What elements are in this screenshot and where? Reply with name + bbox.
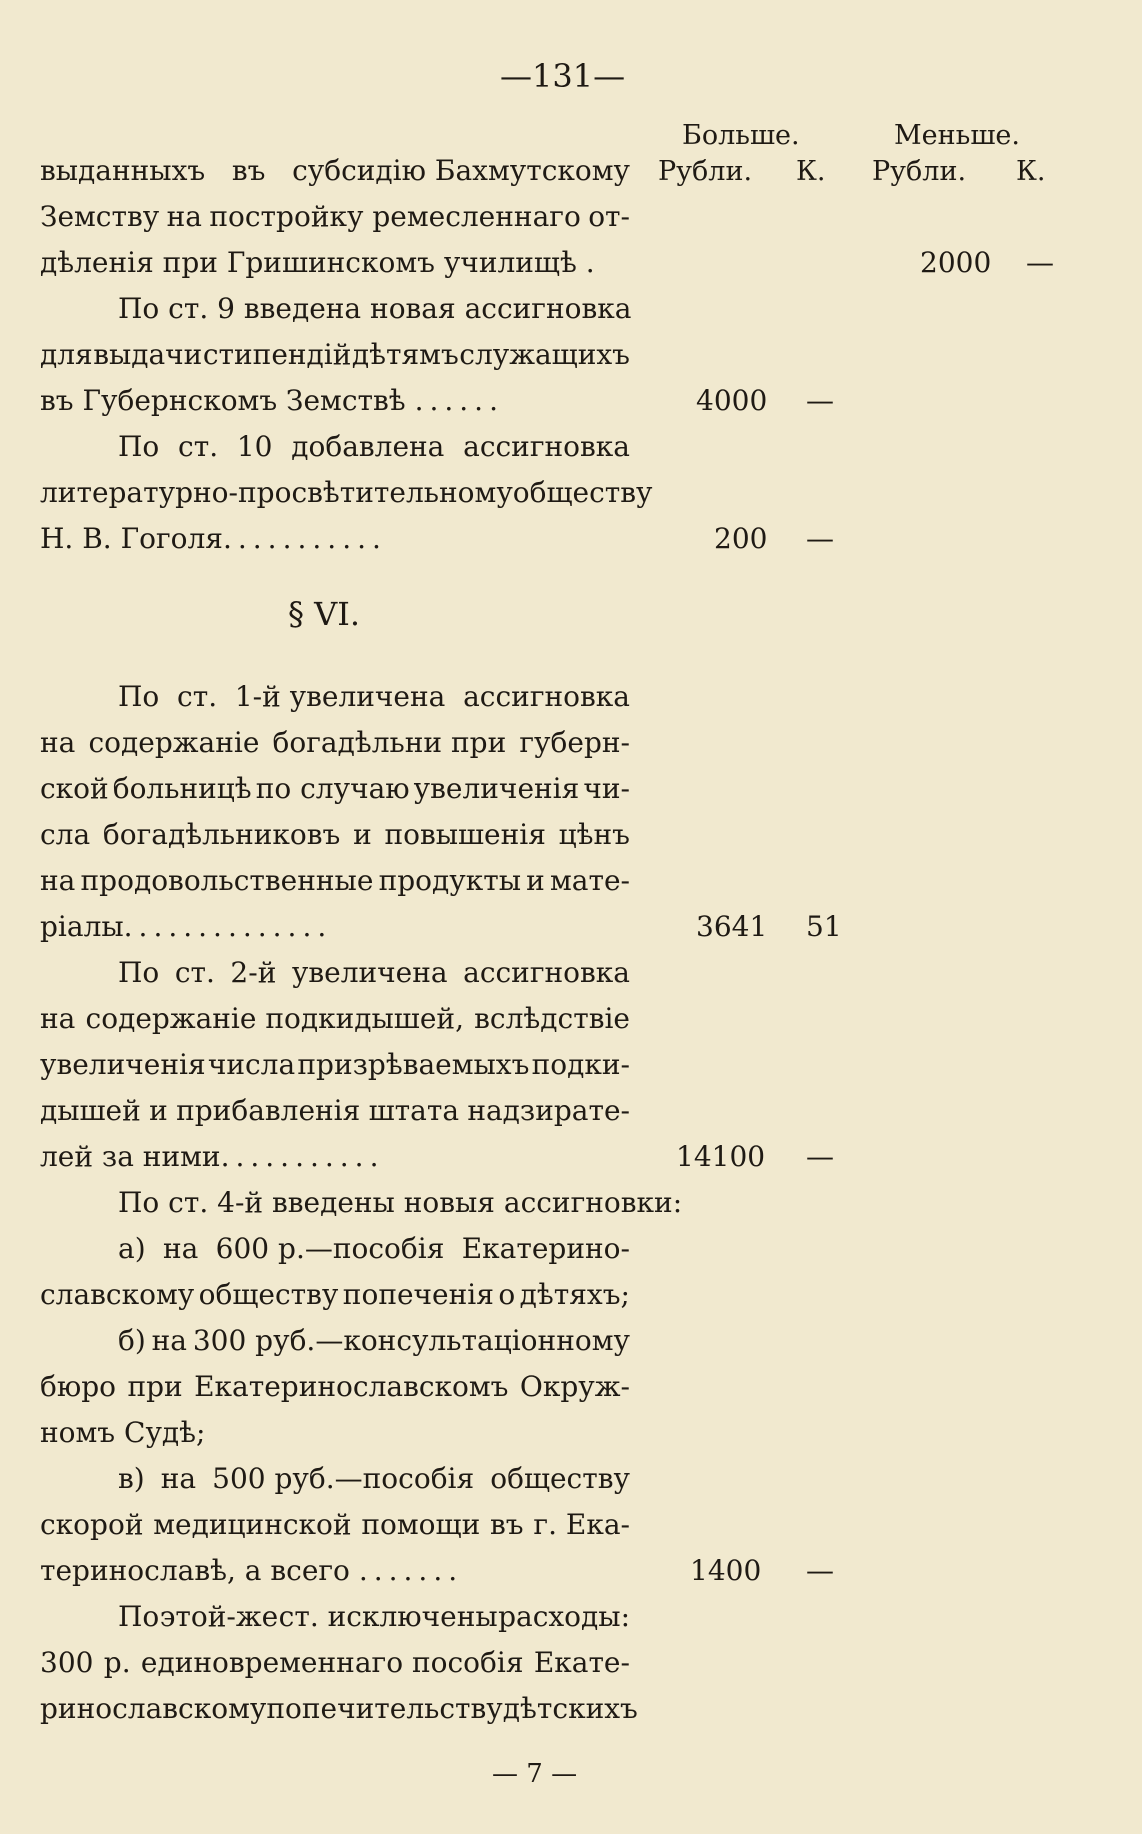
page-number: —131— [500,57,626,95]
text-line: По ст. 4-й введены новыя ассигновки: [118,1186,683,1219]
amount-less-kopecks: — [1026,246,1054,279]
text-line: литературно-просвѣтительному обществу [40,476,653,509]
amount-more-kopecks: — [806,384,834,417]
amount-more-rubles: 3641 [696,910,768,943]
text-line: 300 р. единовременнаго пособія Екате- [40,1646,630,1679]
amount-less-rubles: 2000 [920,246,992,279]
amount-more-rubles: 1400 [690,1554,762,1587]
text-line: дышей и прибавленія штата надзирате- [40,1094,630,1127]
text-line: скорой медицинской помощи въ г. Ека- [40,1508,630,1541]
text-line: Н. В. Гоголя........... [40,522,387,555]
text-line: По ст. 1-й увеличена ассигновка [118,680,630,713]
text-line: ріалы.............. [40,910,333,943]
text-line: По этой-же ст. исключены расходы: [118,1600,630,1633]
column-sub-rubles-less: Рубли. [872,156,967,187]
section-heading: § VI. [288,595,361,633]
text-line: лей за ними........... [40,1140,385,1173]
amount-more-kopecks: 51 [806,910,842,943]
text-line: на содержаніе подкидышей, вслѣдствіе [40,1002,630,1035]
amount-more-rubles: 14100 [676,1140,766,1173]
column-header-less: Меньше. [894,120,1020,151]
text-line: номъ Судѣ; [40,1416,206,1449]
text-line: ской больницѣ по случаю увеличенія чи- [40,772,630,805]
text-line: въ Губернскомъ Земствѣ ...... [40,384,504,417]
amount-more-rubles: 200 [714,522,768,555]
text-line: славскому обществу попеченія о дѣтяхъ; [40,1278,630,1311]
text-line: сла богадѣльниковъ и повышенія цѣнъ [40,818,630,851]
text-line: дѣленія при Гришинскомъ училищѣ . [40,246,601,279]
amount-more-kopecks: — [806,522,834,555]
text-line: увеличенія числа призрѣваемыхъ подки- [40,1048,630,1081]
text-line: б) на 300 руб.—консультаціонному [118,1324,630,1357]
column-sub-kopecks-more: К. [796,156,826,187]
text-line: а) на 600 р.—пособія Екатерино- [118,1232,630,1265]
text-line: на содержаніе богадѣльни при губерн- [40,726,630,759]
text-line: бюро при Екатеринославскомъ Окруж- [40,1370,630,1403]
amount-more-rubles: 4000 [696,384,768,417]
column-sub-kopecks-less: К. [1016,156,1046,187]
text-line: теринославѣ, а всего ....... [40,1554,464,1587]
text-line: выданныхъ въ субсидію Бахмутскому [40,154,630,187]
text-line: для выдачи стипендій дѣтямъ служащихъ [40,338,630,371]
text-line: в) на 500 руб.—пособія обществу [118,1462,630,1495]
text-line: По ст. 10 добавлена ассигновка [118,430,630,463]
text-line: По ст. 2-й увеличена ассигновка [118,956,630,989]
text-line: на продовольственные продукты и мате- [40,864,630,897]
column-sub-rubles-more: Рубли. [658,156,753,187]
column-header-more: Больше. [682,120,800,151]
amount-more-kopecks: — [806,1554,834,1587]
signature-mark: — 7 — [492,1759,578,1789]
text-line: ринославскому попечительству дѣтскихъ [40,1692,638,1725]
amount-more-kopecks: — [806,1140,834,1173]
text-line: Земству на постройку ремесленнаго от- [40,200,630,233]
text-line: По ст. 9 введена новая ассигновка [118,292,632,325]
